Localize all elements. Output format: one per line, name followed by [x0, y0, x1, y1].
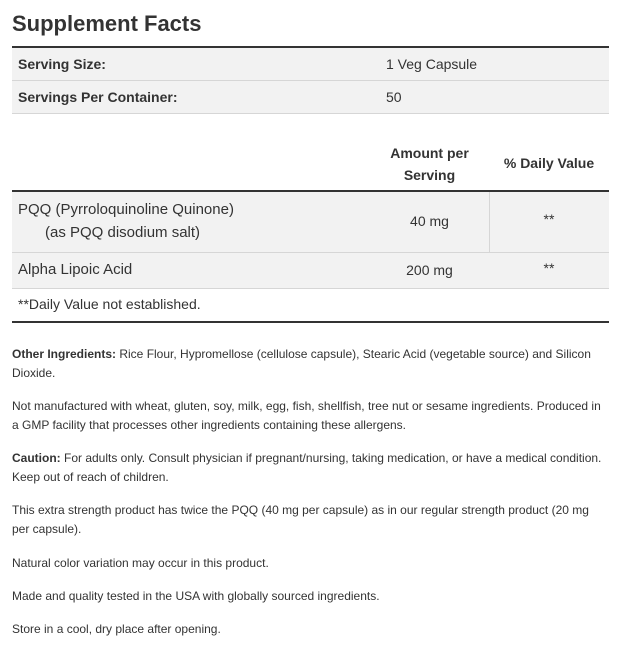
ingredient-amount: 200 mg: [406, 262, 453, 278]
ingredient-daily-value: **: [543, 260, 555, 276]
made-in-usa-statement: Made and quality tested in the USA with globally sourced ingredients.: [12, 589, 380, 603]
strength-statement: This extra strength product has twice the PQQ (40 mg per capsule) as in our regular strength product (20 mg per capsule).: [12, 503, 589, 536]
ingredient-daily-value: **: [543, 211, 555, 227]
other-ingredients-text: Rice Flour, Hypromellose (cellulose capsule), Stearic Acid (vegetable source) and Silicon Dioxide.: [12, 347, 591, 380]
allergen-statement: Not manufactured with wheat, gluten, soy, milk, egg, fish, shellfish, tree nut or sesame ingredients. Produced in a GMP facility that processes other ingredients containing these allergens.: [12, 399, 601, 432]
ingredient-name: PQQ (Pyrroloquinoline Quinone): [18, 201, 234, 218]
ingredient-source: (as PQQ disodium salt): [45, 224, 201, 241]
amount-header-line1: Amount per: [390, 145, 469, 161]
amount-header-line2: Serving: [403, 167, 456, 183]
serving-size-label: Serving Size:: [18, 56, 106, 72]
caution-statement: [12, 449, 608, 487]
other-ingredients-label: Other Ingredients:: [12, 347, 117, 361]
servings-per-container-label: Servings Per Container:: [18, 89, 178, 105]
page-title: Supplement Facts: [12, 11, 202, 36]
storage-statement: Store in a cool, dry place after opening.: [12, 622, 221, 636]
divider: [12, 113, 609, 114]
divider: [12, 321, 609, 323]
amount-per-serving-header: [372, 142, 487, 186]
caution-label: Caution:: [12, 451, 61, 465]
divider: [12, 80, 609, 81]
divider: [12, 288, 609, 289]
ingredient-name: Alpha Lipoic Acid: [18, 261, 133, 278]
other-ingredients: [12, 345, 608, 383]
daily-value-footnote: **Daily Value not established.: [18, 296, 201, 312]
serving-size-value: 1 Veg Capsule: [386, 56, 478, 72]
ingredient-amount: 40 mg: [410, 213, 449, 229]
servings-per-container-value: 50: [386, 89, 402, 105]
caution-text: For adults only. Consult physician if pregnant/nursing, taking medication, or have a medical condition. Keep out of reach of children.: [12, 451, 602, 484]
color-variation-statement: Natural color variation may occur in this product.: [12, 556, 269, 570]
daily-value-header: % Daily Value: [503, 155, 595, 171]
